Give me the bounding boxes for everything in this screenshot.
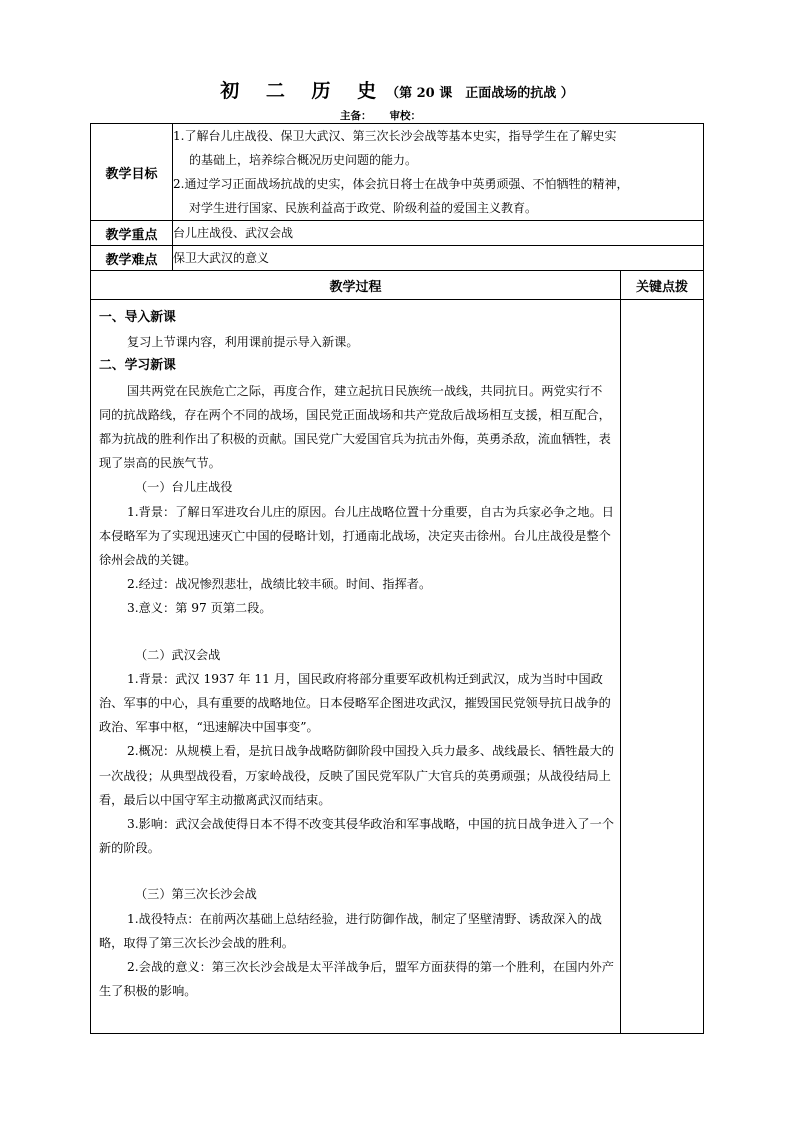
notes-content [621,300,704,1034]
spacer [99,860,614,882]
difficulty-label: 教学难点 [91,246,173,271]
page-title [0,76,794,103]
key-value: 台儿庄战役、武汉会战 [173,221,704,246]
difficulty-row [91,246,704,271]
key-row [91,221,704,246]
subject-title: 初 二 历 史 [220,80,387,102]
host-label: 主备： [340,110,372,122]
part-2-impact: 3.影响：武汉会战使得日本不得不改变其侵华政治和军事战略，中国的抗日战争进入了一个新的阶段。 [99,817,614,856]
process-header: 教学过程 [91,271,621,300]
difficulty-value: 保卫大武汉的意义 [173,246,704,271]
part-3-features: 1.战役特点：在前两次基础上总结经验，进行防御作战，制定了坚壁清野、诱敌深入的战略，取得了第三次长沙会战的胜利。 [99,911,602,950]
part-2-overview: 2.概况：从规模上看，是抗日战争战略防御阶段中国投入兵力最多、战线最长、牺牲最大的一次战役；从典型战役看，万家岭战役，反映了国民党军队广大官兵的英勇顽强；从战役结局上看，最后以中国守军主动撤离武汉而结束。 [99,744,614,807]
process-header-row [91,271,704,300]
author-line [340,108,439,123]
section-1-title: 一、导入新课 [99,310,176,325]
part-1-process: 2.经过：战况惨烈悲壮，战绩比较丰硕。时间、指挥者。 [127,577,432,592]
section-1-text: 复习上节课内容，利用课前提示导入新课。 [127,335,359,350]
part-1-significance: 3.意义：第 97 页第二段。 [127,601,272,616]
review-label: 审校： [389,110,421,122]
goal-label: 教学目标 [91,124,173,221]
part-2-title: （二）武汉会战 [135,647,221,662]
goal-row [91,124,704,221]
section-2-intro: 国共两党在民族危亡之际，再度合作，建立起抗日民族统一战线，共同抗日。两党实行不同的抗战路线，存在两个不同的战场，国民党正面战场和共产党敌后战场相互支援，相互配合，都为抗战的胜利作出了积极的贡献。国民党广大爱国官兵为抗击外侮，英勇杀敌，流血牺牲，表现了崇高的民族气节。 [99,383,611,471]
process-content [91,300,621,1034]
lesson-title: （第 20 课 正面战场的抗战 ） [386,86,574,101]
goal-1b: 的基础上，培养综合概况历史问题的能力。 [189,153,418,167]
section-2-title: 二、学习新课 [99,358,176,374]
goal-2b: 对学生进行国家、民族利益高于政党、阶级利益的爱国主义教育。 [189,201,538,215]
lesson-plan-table [90,123,704,1034]
goal-1a: 1.了解台儿庄战役、保卫大武汉、第三次长沙会战等基本史实，指导学生在了解史实 [173,129,617,143]
part-1-title: （一）台儿庄战役 [135,480,233,495]
part-3-significance: 2.会战的意义：第三次长沙会战是太平洋战争后，盟军方面获得的第一个胜利，在国内外产生了积极的影响。 [99,960,614,999]
key-label: 教学重点 [91,221,173,246]
spacer [99,621,614,643]
part-3-title: （三）第三次长沙会战 [135,887,257,902]
goal-2a: 2.通过学习正面战场抗战的史实，体会抗日将士在战争中英勇顽强、不怕牺牲的精神， [173,177,629,191]
process-row [91,300,704,1034]
part-1-background: 1.背景：了解日军进攻台儿庄的原因。台儿庄战略位置十分重要，自古为兵家必争之地。日本侵略军为了实现迅速灭亡中国的侵略计划，打通南北战场，决定夹击徐州。台儿庄战役是整个徐州会战的关键。 [99,504,614,568]
part-2-background: 1.背景：武汉 1937 年 11 月，国民政府将部分重要军政机构迁到武汉，成为当时中国政治、军事的中心，具有重要的战略地位。日本侵略军企图进攻武汉，摧毁国民党领导抗日战争的政治、军事中枢，“迅速解决中国事变”。 [99,671,611,735]
goal-content [173,124,704,221]
notes-header: 关键点拨 [621,271,704,300]
